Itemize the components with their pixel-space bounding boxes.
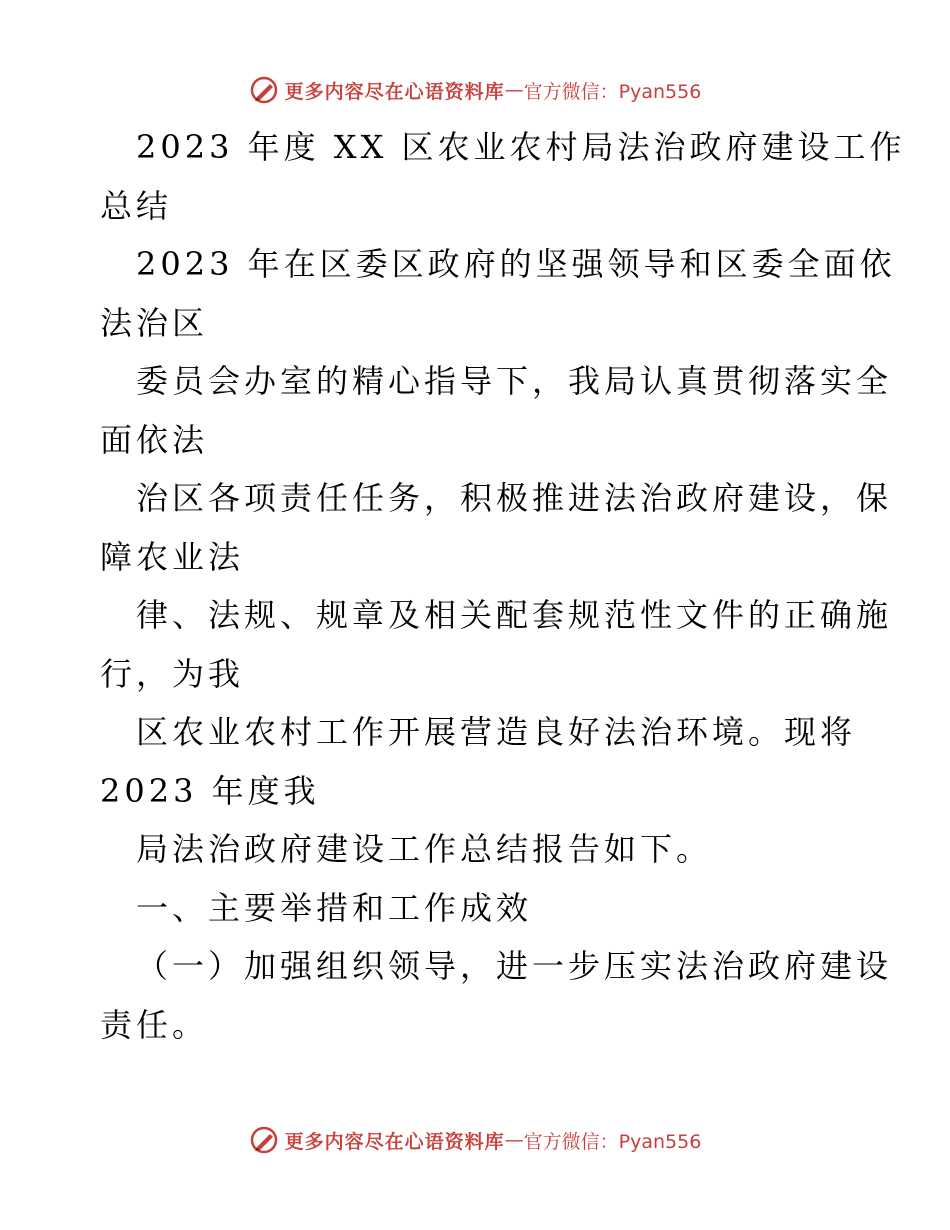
paragraph-line: 法治区	[100, 303, 209, 342]
header-watermark-banner	[0, 70, 950, 110]
banner-separator: —	[504, 79, 524, 101]
paragraph-line: 2023 年度我	[100, 771, 320, 810]
paragraph-line: 2023 年在区委区政府的坚强领导和区委全面依	[136, 245, 896, 283]
paragraph-line: 治区各项责任任务，积极推进法治政府建设，保	[136, 479, 893, 517]
pen-logo-icon	[249, 75, 279, 105]
document-body	[100, 118, 906, 1054]
paragraph-line: 区农业农村工作开展营造良好法治环境。现将	[136, 713, 857, 751]
paragraph-line: 委员会办室的精心指导下，我局认真贯彻落实全	[136, 362, 893, 400]
pen-logo-icon	[249, 1125, 279, 1155]
paragraph-line: 局法治政府建设工作总结报告如下。	[136, 830, 713, 868]
banner-promo-text: 更多内容尽在心语资料库	[284, 80, 505, 103]
banner-wechat-text: 官方微信：Pyan556	[523, 80, 702, 103]
paragraph-line: 障农业法	[100, 537, 245, 576]
subsection-heading-continued: 责任。	[100, 1005, 209, 1044]
title-line-2: 总结	[100, 186, 173, 225]
paragraph-line: 律、法规、规章及相关配套规范性文件的正确施	[136, 596, 893, 634]
banner-separator: —	[504, 1129, 524, 1151]
title-line-1: 2023 年度 XX 区农业农村局法治政府建设工作	[136, 128, 906, 166]
subsection-heading: （一）加强组织领导，进一步压实法治政府建设	[136, 947, 893, 985]
banner-promo-text: 更多内容尽在心语资料库	[284, 1130, 505, 1153]
banner-wechat-text: 官方微信：Pyan556	[523, 1130, 702, 1153]
paragraph-line: 行，为我	[100, 654, 245, 693]
paragraph-line: 面依法	[100, 420, 209, 459]
section-heading: 一、主要举措和工作成效	[136, 888, 533, 927]
footer-watermark-banner	[0, 1120, 950, 1160]
